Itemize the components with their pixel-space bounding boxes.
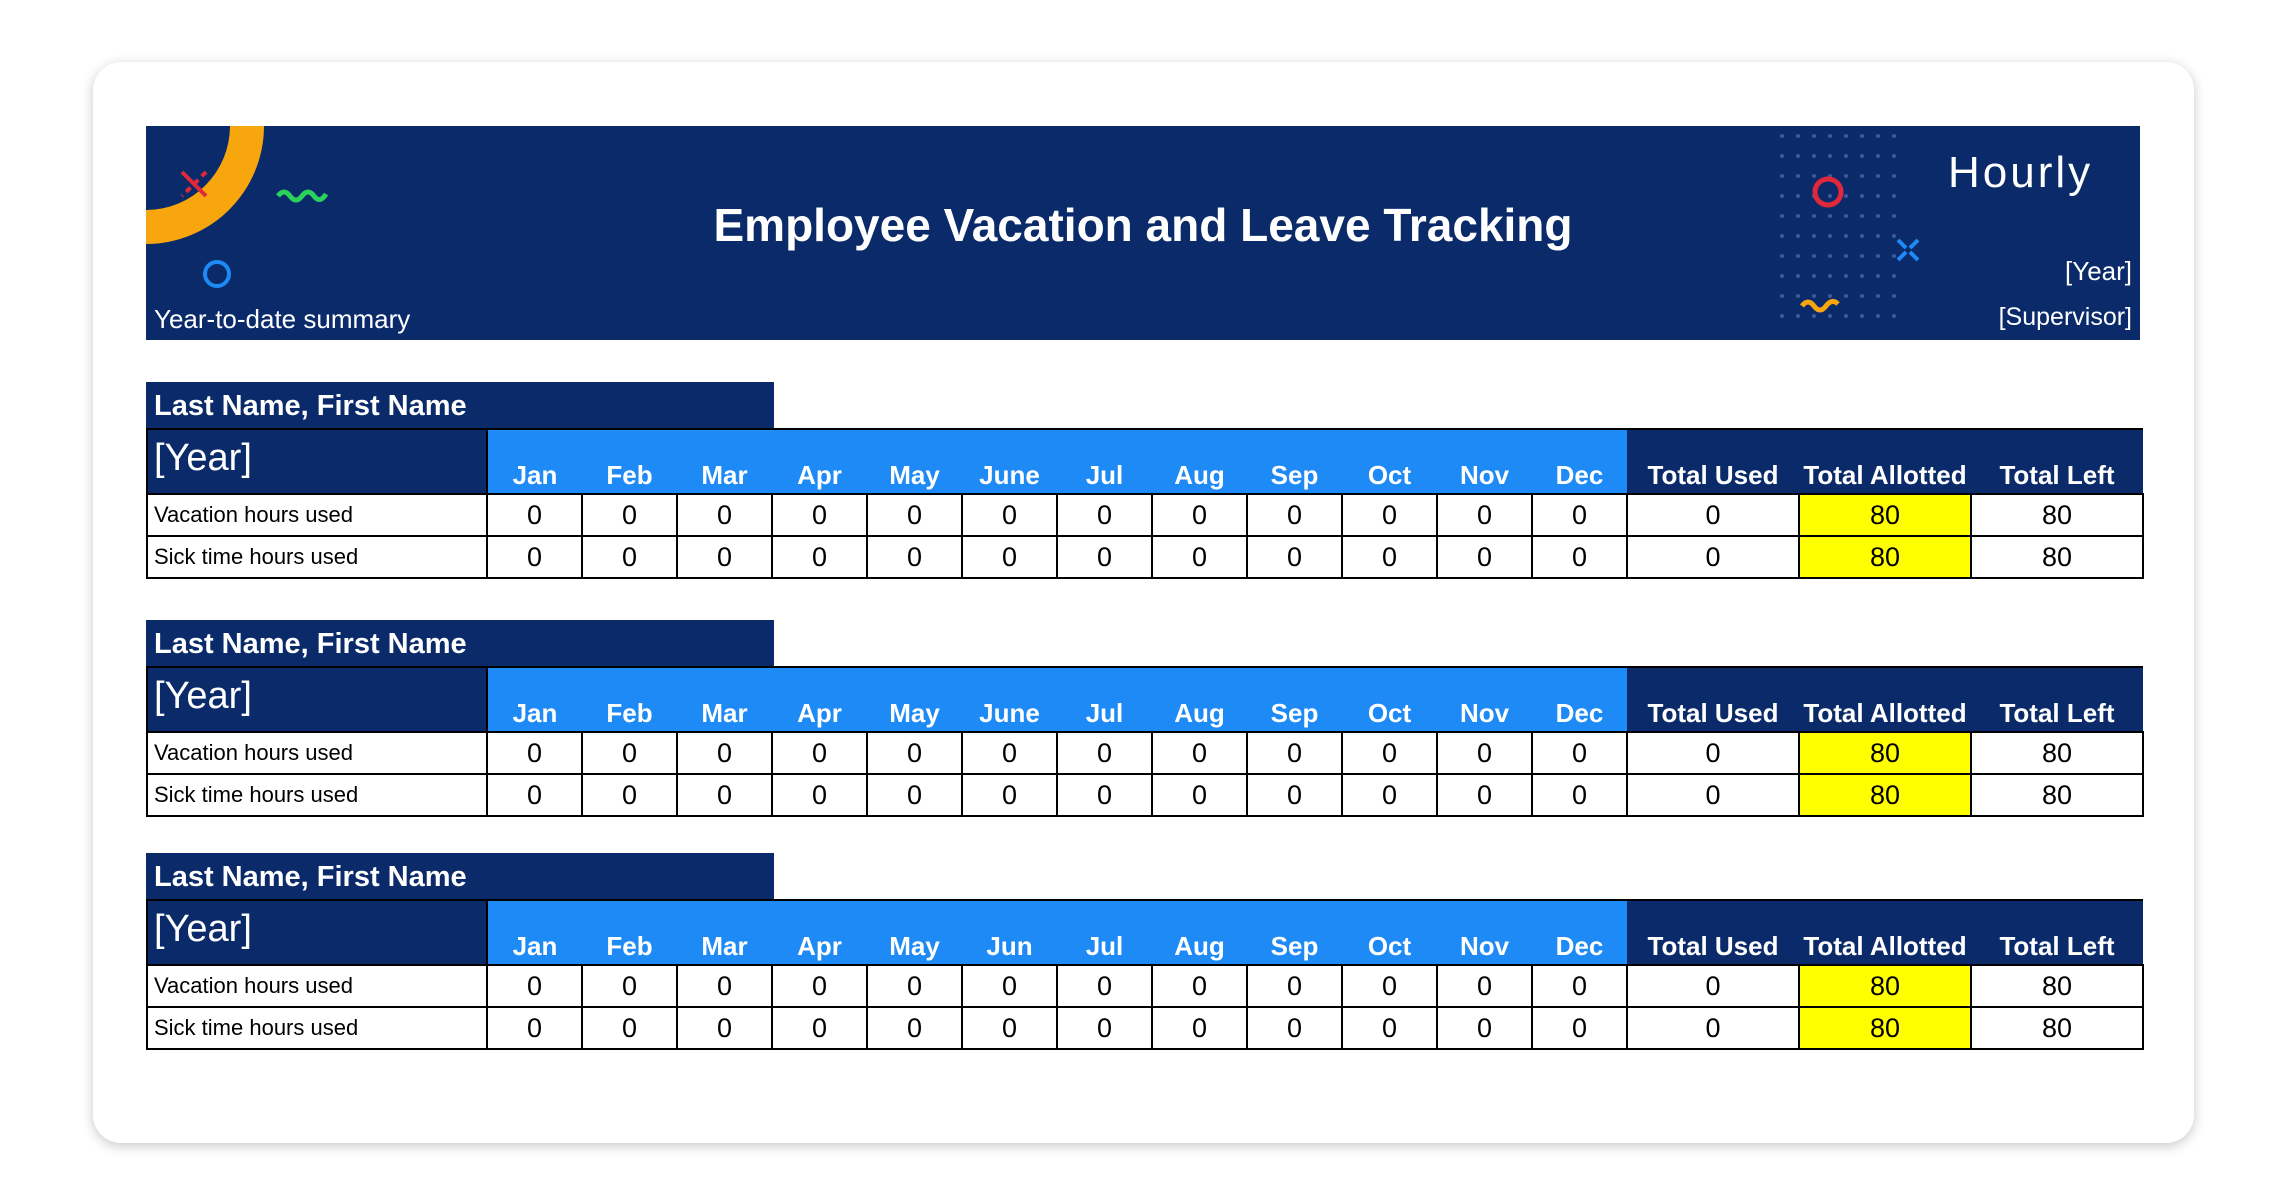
row-label: Sick time hours used	[147, 774, 487, 816]
month-value-cell[interactable]: 0	[962, 774, 1057, 816]
month-value-cell[interactable]: 0	[1532, 732, 1627, 774]
month-header: Sep	[1247, 429, 1342, 494]
month-value-cell[interactable]: 0	[1247, 494, 1342, 536]
total-used-cell: 0	[1627, 1007, 1799, 1049]
summary-subtitle: Year-to-date summary	[154, 304, 411, 334]
month-value-cell[interactable]: 0	[677, 732, 772, 774]
month-value-cell[interactable]: 0	[1342, 536, 1437, 578]
total-used-cell: 0	[1627, 536, 1799, 578]
month-value-cell[interactable]: 0	[1437, 965, 1532, 1007]
month-value-cell[interactable]: 0	[487, 774, 582, 816]
month-header: Dec	[1532, 667, 1627, 732]
month-header: Nov	[1437, 900, 1532, 965]
employee-name[interactable]: Last Name, First Name	[146, 853, 774, 899]
total-allotted-cell[interactable]: 80	[1799, 536, 1971, 578]
table-row	[147, 965, 2143, 1007]
month-header: Jul	[1057, 667, 1152, 732]
month-header: Jun	[962, 900, 1057, 965]
month-value-cell[interactable]: 0	[962, 965, 1057, 1007]
month-header: June	[962, 667, 1057, 732]
total-header: Total Used	[1627, 900, 1799, 965]
month-header: Sep	[1247, 900, 1342, 965]
month-value-cell[interactable]: 0	[772, 494, 867, 536]
month-value-cell[interactable]: 0	[772, 965, 867, 1007]
total-header: Total Used	[1627, 429, 1799, 494]
row-label: Vacation hours used	[147, 965, 487, 1007]
header-row	[147, 667, 2143, 732]
month-value-cell[interactable]: 0	[1532, 965, 1627, 1007]
month-value-cell[interactable]: 0	[962, 494, 1057, 536]
month-value-cell[interactable]: 0	[1057, 965, 1152, 1007]
month-value-cell[interactable]: 0	[677, 536, 772, 578]
total-left-cell: 80	[1971, 732, 2143, 774]
month-value-cell[interactable]: 0	[772, 536, 867, 578]
month-value-cell[interactable]: 0	[867, 1007, 962, 1049]
month-value-cell[interactable]: 0	[1152, 965, 1247, 1007]
month-header: May	[867, 667, 962, 732]
month-value-cell[interactable]: 0	[1152, 732, 1247, 774]
month-value-cell[interactable]: 0	[1342, 494, 1437, 536]
month-value-cell[interactable]: 0	[1247, 536, 1342, 578]
table-row	[147, 536, 2143, 578]
month-header: Mar	[677, 900, 772, 965]
month-header: Aug	[1152, 900, 1247, 965]
month-header: Mar	[677, 667, 772, 732]
month-value-cell[interactable]: 0	[1057, 732, 1152, 774]
month-value-cell[interactable]: 0	[1437, 536, 1532, 578]
total-allotted-cell[interactable]: 80	[1799, 774, 1971, 816]
total-header: Total Used	[1627, 667, 1799, 732]
month-header: June	[962, 429, 1057, 494]
month-value-cell[interactable]: 0	[1437, 1007, 1532, 1049]
month-header: Nov	[1437, 667, 1532, 732]
month-value-cell[interactable]: 0	[1532, 1007, 1627, 1049]
total-left-cell: 80	[1971, 536, 2143, 578]
hourly-logo: Hourly	[1948, 148, 2094, 197]
month-value-cell[interactable]: 0	[1247, 732, 1342, 774]
leave-table	[146, 666, 2144, 817]
table-row	[147, 732, 2143, 774]
month-value-cell[interactable]: 0	[677, 965, 772, 1007]
table-row	[147, 1007, 2143, 1049]
total-left-cell: 80	[1971, 1007, 2143, 1049]
leave-table	[146, 428, 2144, 579]
total-used-cell: 0	[1627, 774, 1799, 816]
month-value-cell[interactable]: 0	[867, 732, 962, 774]
month-value-cell[interactable]: 0	[677, 1007, 772, 1049]
month-value-cell[interactable]: 0	[1152, 494, 1247, 536]
leave-table	[146, 899, 2144, 1050]
row-label: Sick time hours used	[147, 1007, 487, 1049]
total-header: Total Left	[1971, 429, 2143, 494]
month-header: Jan	[487, 900, 582, 965]
month-value-cell[interactable]: 0	[962, 732, 1057, 774]
month-value-cell[interactable]: 0	[1342, 1007, 1437, 1049]
total-allotted-cell[interactable]: 80	[1799, 732, 1971, 774]
total-allotted-cell[interactable]: 80	[1799, 1007, 1971, 1049]
month-value-cell[interactable]: 0	[1057, 1007, 1152, 1049]
month-value-cell[interactable]: 0	[1057, 536, 1152, 578]
month-header: Jan	[487, 429, 582, 494]
month-value-cell[interactable]: 0	[1437, 494, 1532, 536]
month-header: Mar	[677, 429, 772, 494]
total-left-cell: 80	[1971, 965, 2143, 1007]
total-header: Total Allotted	[1799, 667, 1971, 732]
month-value-cell[interactable]: 0	[772, 732, 867, 774]
month-header: Oct	[1342, 667, 1437, 732]
total-used-cell: 0	[1627, 494, 1799, 536]
month-value-cell[interactable]: 0	[962, 1007, 1057, 1049]
total-used-cell: 0	[1627, 732, 1799, 774]
total-allotted-cell[interactable]: 80	[1799, 494, 1971, 536]
month-value-cell[interactable]: 0	[487, 494, 582, 536]
month-header: Jul	[1057, 900, 1152, 965]
month-header: Jan	[487, 667, 582, 732]
total-header: Total Allotted	[1799, 429, 1971, 494]
month-value-cell[interactable]: 0	[1247, 1007, 1342, 1049]
month-value-cell[interactable]: 0	[1152, 1007, 1247, 1049]
month-value-cell[interactable]: 0	[1342, 774, 1437, 816]
month-value-cell[interactable]: 0	[1057, 494, 1152, 536]
row-label: Vacation hours used	[147, 494, 487, 536]
month-header: Aug	[1152, 667, 1247, 732]
row-label: Sick time hours used	[147, 536, 487, 578]
month-value-cell[interactable]: 0	[487, 536, 582, 578]
total-used-cell: 0	[1627, 965, 1799, 1007]
table-row	[147, 774, 2143, 816]
month-value-cell[interactable]: 0	[582, 1007, 677, 1049]
month-value-cell[interactable]: 0	[1247, 774, 1342, 816]
month-header: Apr	[772, 900, 867, 965]
month-value-cell[interactable]: 0	[1532, 774, 1627, 816]
month-header: Dec	[1532, 429, 1627, 494]
header-row	[147, 429, 2143, 494]
month-value-cell[interactable]: 0	[582, 536, 677, 578]
month-value-cell[interactable]: 0	[582, 494, 677, 536]
month-value-cell[interactable]: 0	[867, 965, 962, 1007]
month-value-cell[interactable]: 0	[1342, 732, 1437, 774]
month-header: May	[867, 900, 962, 965]
total-header: Total Left	[1971, 900, 2143, 965]
month-value-cell[interactable]: 0	[772, 1007, 867, 1049]
year-cell[interactable]: [Year]	[147, 667, 487, 732]
month-value-cell[interactable]: 0	[582, 774, 677, 816]
total-header: Total Left	[1971, 667, 2143, 732]
month-value-cell[interactable]: 0	[867, 494, 962, 536]
month-header: Feb	[582, 429, 677, 494]
month-value-cell[interactable]: 0	[1532, 536, 1627, 578]
month-header: Feb	[582, 667, 677, 732]
month-value-cell[interactable]: 0	[1342, 965, 1437, 1007]
month-header: Nov	[1437, 429, 1532, 494]
header-row	[147, 900, 2143, 965]
month-value-cell[interactable]: 0	[1247, 965, 1342, 1007]
month-value-cell[interactable]: 0	[1532, 494, 1627, 536]
month-header: Sep	[1247, 667, 1342, 732]
year-cell[interactable]: [Year]	[147, 429, 487, 494]
month-value-cell[interactable]: 0	[1152, 774, 1247, 816]
month-value-cell[interactable]: 0	[487, 732, 582, 774]
month-value-cell[interactable]: 0	[867, 774, 962, 816]
month-header: Dec	[1532, 900, 1627, 965]
total-left-cell: 80	[1971, 774, 2143, 816]
row-label: Vacation hours used	[147, 732, 487, 774]
total-header: Total Allotted	[1799, 900, 1971, 965]
month-value-cell[interactable]: 0	[677, 774, 772, 816]
month-header: May	[867, 429, 962, 494]
month-value-cell[interactable]: 0	[582, 732, 677, 774]
month-header: Apr	[772, 667, 867, 732]
month-value-cell[interactable]: 0	[677, 494, 772, 536]
table-row	[147, 494, 2143, 536]
month-header: Oct	[1342, 900, 1437, 965]
total-left-cell: 80	[1971, 494, 2143, 536]
month-value-cell[interactable]: 0	[772, 774, 867, 816]
employee-name[interactable]: Last Name, First Name	[146, 382, 774, 428]
month-value-cell[interactable]: 0	[487, 1007, 582, 1049]
year-cell[interactable]: [Year]	[147, 900, 487, 965]
supervisor-placeholder[interactable]: [Supervisor]	[1998, 303, 2132, 331]
year-placeholder[interactable]: [Year]	[2065, 256, 2132, 286]
month-value-cell[interactable]: 0	[582, 965, 677, 1007]
month-value-cell[interactable]: 0	[487, 965, 582, 1007]
month-value-cell[interactable]: 0	[1437, 774, 1532, 816]
total-allotted-cell[interactable]: 80	[1799, 965, 1971, 1007]
page-title: Employee Vacation and Leave Tracking	[713, 199, 1573, 251]
month-value-cell[interactable]: 0	[962, 536, 1057, 578]
employee-name[interactable]: Last Name, First Name	[146, 620, 774, 666]
month-value-cell[interactable]: 0	[867, 536, 962, 578]
header-banner	[146, 126, 2140, 340]
month-value-cell[interactable]: 0	[1437, 732, 1532, 774]
month-header: Oct	[1342, 429, 1437, 494]
month-header: Jul	[1057, 429, 1152, 494]
month-header: Aug	[1152, 429, 1247, 494]
month-header: Apr	[772, 429, 867, 494]
month-value-cell[interactable]: 0	[1152, 536, 1247, 578]
month-header: Feb	[582, 900, 677, 965]
month-value-cell[interactable]: 0	[1057, 774, 1152, 816]
